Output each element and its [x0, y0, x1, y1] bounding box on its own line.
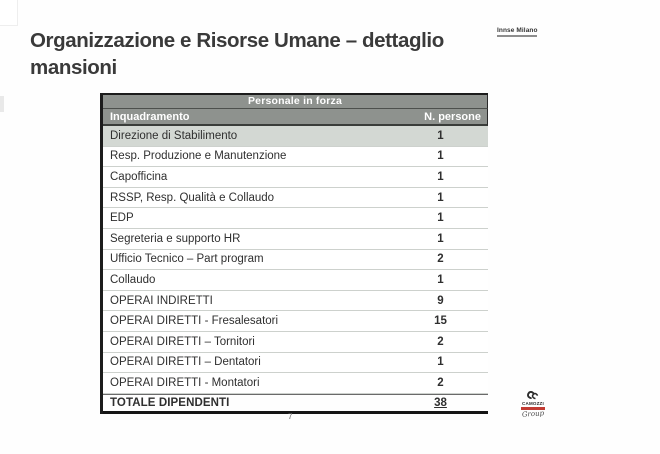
table-row — [103, 270, 488, 291]
column-header-inquadramento: Inquadramento — [110, 110, 190, 123]
camozzi-cc-icon — [527, 391, 540, 400]
row-value: 15 — [434, 315, 447, 328]
row-label: EDP — [110, 212, 134, 225]
table-row — [103, 250, 488, 271]
row-label: Direzione di Stabilimento — [110, 129, 238, 142]
table-header-row — [103, 109, 488, 126]
row-value: 2 — [437, 335, 444, 348]
row-label: OPERAI DIRETTI – Dentatori — [110, 356, 261, 369]
table-row — [103, 229, 488, 250]
table-row — [103, 332, 488, 353]
innse-milano-logo-tagline — [497, 35, 537, 37]
scan-artifact — [0, 96, 4, 112]
row-label: OPERAI DIRETTI - Fresalesatori — [110, 315, 279, 328]
row-label: RSSP, Resp. Qualità e Collaudo — [110, 191, 275, 204]
table-row — [103, 126, 488, 147]
camozzi-group-text: Group — [521, 409, 545, 419]
row-label: Resp. Produzione e Manutenzione — [110, 150, 287, 163]
camozzi-logo-text: CAMOZZI — [522, 401, 544, 406]
table-row — [103, 311, 488, 332]
row-label: OPERAI INDIRETTI — [110, 294, 213, 307]
innse-milano-logo — [497, 27, 567, 37]
total-label: TOTALE DIPENDENTI — [110, 396, 230, 409]
total-value: 38 — [434, 396, 447, 409]
table-row — [103, 291, 488, 312]
row-label: Collaudo — [110, 273, 156, 286]
row-label: Ufficio Tecnico – Part program — [110, 253, 264, 266]
page-number: 7 — [288, 412, 293, 421]
row-value: 2 — [437, 253, 444, 266]
table-row — [103, 188, 488, 209]
page-title: Organizzazione e Risorse Umane – dettaglio mansioni — [30, 29, 444, 79]
table-total-row — [103, 394, 488, 414]
row-value: 1 — [437, 191, 444, 204]
table-row — [103, 373, 488, 394]
personnel-table — [100, 93, 488, 414]
row-value: 1 — [437, 129, 444, 142]
scan-artifact — [0, 0, 18, 26]
table-caption: Personale in forza — [103, 95, 488, 109]
innse-milano-logo-text: Innse Milano — [497, 27, 538, 34]
column-header-n-persone: N. persone — [424, 110, 481, 123]
row-label: OPERAI DIRETTI – Tornitori — [110, 335, 255, 348]
table-row — [103, 208, 488, 229]
row-value: 1 — [437, 273, 444, 286]
table-row — [103, 353, 488, 374]
table-row — [103, 147, 488, 168]
row-value: 2 — [437, 376, 444, 389]
table-row — [103, 167, 488, 188]
row-label: Capofficina — [110, 170, 168, 183]
row-label: OPERAI DIRETTI - Montatori — [110, 376, 260, 389]
row-value: 1 — [437, 212, 444, 225]
row-value: 1 — [437, 150, 444, 163]
row-label: Segreteria e supporto HR — [110, 232, 241, 245]
table-body — [103, 126, 488, 394]
row-value: 1 — [437, 232, 444, 245]
row-value: 1 — [437, 170, 444, 183]
camozzi-group-logo — [520, 391, 546, 418]
row-value: 9 — [437, 294, 444, 307]
row-value: 1 — [437, 356, 444, 369]
